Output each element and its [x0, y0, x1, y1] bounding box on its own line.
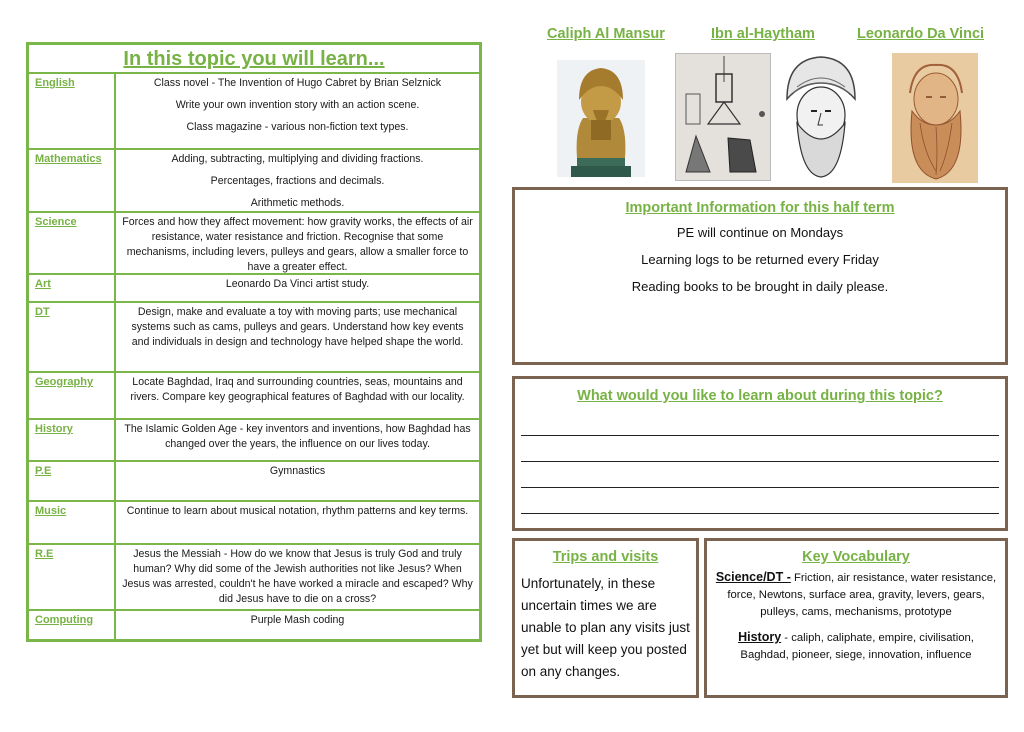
important-info-title: Important Information for this half term: [625, 200, 895, 216]
history-vocab-text: - caliph, caliphate, empire, civilisation, Baghdad, pioneer, siege, innovation, influence: [740, 632, 974, 661]
learning-question-title: What would you like to learn about during this topic?: [577, 388, 943, 404]
info-line: Learning logs to be returned every Friday: [641, 252, 879, 267]
subject-description: [116, 74, 479, 148]
subject-description: [116, 545, 479, 609]
info-line: PE will continue on Mondays: [676, 225, 844, 240]
description-line: Forces and how they affect movement: how gravity works, the effects of air resistance, water resistance and friction. Recognise that some mechanisms, including levers, pulleys and gears, allow a smaller force to have a greater effect.: [122, 216, 473, 273]
topic-title: In this topic you will learn...: [29, 45, 479, 74]
da-vinci-portrait-image: [892, 53, 978, 183]
science-vocab: [707, 569, 1005, 621]
subject-pe[interactable]: P.E: [29, 462, 116, 500]
description-line: Percentages, fractions and decimals.: [210, 175, 385, 187]
al-mansur-statue-image: [557, 60, 645, 177]
trips-box: [512, 538, 699, 698]
subject-description: [116, 150, 479, 211]
answer-line[interactable]: [521, 513, 999, 514]
table-row: [29, 373, 479, 420]
description-line: Jesus the Messiah - How do we know that Jesus is truly God and truly human? Why did some of the Jewish authorities not like Jesus? When Jesus was arrested, couldn't he have worked a miracle and escaped? Why did Jesus have to die on a cross?: [122, 548, 473, 605]
table-row: [29, 611, 479, 639]
description-line: Locate Baghdad, Iraq and surrounding countries, seas, mountains and rivers. Compare key geographical features of Baghdad with our locality.: [130, 376, 465, 403]
subject-description: [116, 420, 479, 460]
table-row: [29, 545, 479, 611]
subject-description: [116, 303, 479, 371]
learning-question-box: [512, 376, 1008, 531]
table-row: [29, 275, 479, 303]
subject-mathematics[interactable]: Mathematics: [29, 150, 116, 211]
vocab-title: Key Vocabulary: [802, 549, 910, 565]
subject-history[interactable]: History: [29, 420, 116, 460]
subject-description: [116, 611, 479, 639]
important-info-box: [512, 187, 1008, 365]
description-line: Leonardo Da Vinci artist study.: [225, 278, 370, 290]
subject-description: [116, 213, 479, 273]
description-line: Gymnastics: [269, 465, 326, 477]
subject-music[interactable]: Music: [29, 502, 116, 543]
table-row: [29, 74, 479, 150]
ibn-al-haytham-portrait-image: [771, 53, 869, 181]
subject-english[interactable]: English: [29, 74, 116, 148]
info-line: Reading books to be brought in daily please.: [631, 279, 889, 294]
trips-title: Trips and visits: [552, 549, 659, 565]
description-line: Write your own invention story with an action scene.: [175, 99, 420, 111]
table-row: [29, 150, 479, 213]
subject-geography[interactable]: Geography: [29, 373, 116, 418]
optics-diagram-image: [675, 53, 771, 181]
person-name-al-mansur: Caliph Al Mansur: [547, 26, 665, 42]
description-line: Design, make and evaluate a toy with moving parts; use mechanical systems such as cams, pulleys and gears. Understand how key events and individuals in design and technology have helped shape the world.: [131, 306, 464, 348]
subject-science[interactable]: Science: [29, 213, 116, 273]
description-line: Class magazine - various non-fiction text types.: [186, 121, 409, 133]
description-line: Adding, subtracting, multiplying and dividing fractions.: [171, 153, 424, 165]
subject-dt[interactable]: DT: [29, 303, 116, 371]
description-line: The Islamic Golden Age - key inventors and inventions, how Baghdad has changed over the years, the influence on our lives today.: [124, 423, 471, 450]
science-vocab-text: Friction, air resistance, water resistance, force, Newtons, surface area, gravity, levers, gears, pulleys, cams, mechanisms, prototype: [727, 572, 997, 618]
table-row: [29, 420, 479, 462]
subject-description: [116, 373, 479, 418]
person-name-da-vinci: Leonardo Da Vinci: [857, 26, 985, 42]
description-line: Arithmetic methods.: [250, 197, 345, 209]
topic-table: [26, 42, 482, 642]
vocab-box: [704, 538, 1008, 698]
subject-description: [116, 462, 479, 500]
answer-line[interactable]: [521, 461, 999, 462]
description-line: Continue to learn about musical notation, rhythm patterns and key terms.: [126, 505, 469, 517]
science-vocab-heading: Science/DT -: [715, 570, 791, 584]
answer-line[interactable]: [521, 487, 999, 488]
subject-art[interactable]: Art: [29, 275, 116, 301]
history-vocab-heading: History: [738, 630, 782, 644]
history-vocab: [707, 629, 1005, 664]
description-line: Purple Mash coding: [250, 614, 345, 626]
table-row: [29, 303, 479, 373]
table-row: [29, 502, 479, 545]
trips-text: Unfortunately, in these uncertain times we are unable to plan any visits just yet but will keep you posted on any changes.: [521, 576, 690, 679]
subject-re[interactable]: R.E: [29, 545, 116, 609]
table-row: [29, 462, 479, 502]
subject-computing[interactable]: Computing: [29, 611, 116, 639]
person-name-ibn-al-haytham: Ibn al-Haytham: [711, 26, 815, 42]
subject-description: [116, 502, 479, 543]
subject-description: [116, 275, 479, 301]
table-row: [29, 213, 479, 275]
answer-line[interactable]: [521, 435, 999, 436]
description-line: Class novel - The Invention of Hugo Cabret by Brian Selznick: [153, 77, 442, 89]
